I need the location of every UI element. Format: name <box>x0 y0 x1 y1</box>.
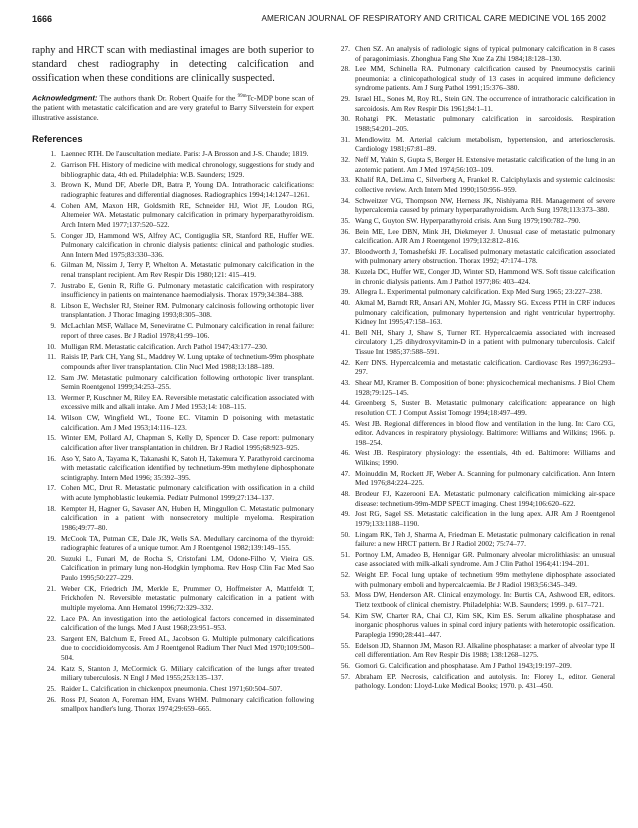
reference-number: 17. <box>46 483 56 493</box>
reference-item <box>333 419 615 448</box>
reference-number: 52. <box>340 570 350 580</box>
reference-item <box>333 267 615 286</box>
reference-number: 54. <box>340 610 350 620</box>
reference-text: Suzuki L, Funari M, de Rocha S, Cristofani LM, Odone-Filho V, Vieira GS. Calcification in primary lung non-Hodgkin lymphoma. Rev Hosp Clin Fac Med Sao Paulo 1995;50:227–229. <box>61 553 314 582</box>
reference-text: Akmal M, Barndt RR, Ansari AN, Mohler JG, Massry SG. Excess PTH in CRF induces pulmonary calcification, pulmonary hypertension and right ventricular hypertrophy. Kidney Int 1995;47:158–163. <box>355 298 615 327</box>
reference-item <box>333 135 615 154</box>
reference-item <box>32 301 314 320</box>
reference-number: 5. <box>50 230 56 240</box>
reference-text: Raider L. Calcification in chickenpox pneumonia. Chest 1971;60:504–507. <box>61 683 283 693</box>
reference-text: Kempter H, Hagner G, Savaser AN, Huben H, Minggullon C. Metastatic pulmonary calcification in a patient with nonsecretory multiple myeloma. Respiration 1986;49:77–80. <box>61 503 314 532</box>
reference-item <box>333 398 615 417</box>
reference-item <box>32 433 314 452</box>
reference-item <box>333 64 615 93</box>
acknowledgment-text-2: Tc-MDP bone scan of the patient with metastatic calcification and are very grateful to Barry Silverstein for expert illustrative assistance. <box>32 93 314 123</box>
reference-text: Lingam RK, Teh J, Sharma A, Friedman E. Metastatic pulmonary calcification in renal failure: a new HRCT pattern. Br J Radiol 2002; 75:74–77. <box>355 529 615 549</box>
reference-item <box>32 231 314 260</box>
reference-number: 9. <box>50 321 56 331</box>
reference-item <box>333 550 615 569</box>
reference-text: Moinuddin M, Rockett JF, Weber A. Scanning for pulmonary calcification. Ann Intern Med 1976;84:224–225. <box>355 468 615 488</box>
reference-text: West JB. Respiratory physiology: the essentials, 4th ed. Baltimore: Williams and Wilkins; 1990. <box>355 448 615 467</box>
reference-item <box>333 661 615 671</box>
reference-item <box>333 287 615 297</box>
reference-text: Brodeur FJ, Kazerooni EA. Metastatic pulmonary calcification mimicking air-space disease: technetium-99m-MDP SPECT imaging. Chest 1994;106:620–622. <box>355 489 615 508</box>
left-column <box>32 44 314 715</box>
reference-item <box>333 216 615 226</box>
reference-text: Moss DW, Henderson AR. Clinical enzymology. In: Burtis CA, Ashwood ER, editors. Tietz textbook of clinical chemistry. Philadelphia: W.B. Saunders; 1999. p. 617–721. <box>355 590 615 609</box>
reference-item <box>32 695 314 714</box>
reference-item <box>32 393 314 412</box>
reference-text: Abraham EP. Necrosis, calcification and autolysis. In: Florey L, editor. General pathology. London: Lloyd-Luke Medical Books; 1970. p. 431–450. <box>355 671 615 691</box>
reference-text: Conger JD, Hammond WS, Alfrey AC, Contiguglia SR, Stanford RE, Huffer WE. Pulmonary calcification in chronic dialysis patients: clinical and pathologic studies. Ann Intern Med 1975;83:330–336. <box>61 230 314 259</box>
reference-number: 2. <box>50 160 56 170</box>
reference-text: Israel HL, Sones M, Roy RL, Stein GN. The occurrence of intrathoracic calcification in sarcoidosis. Am Rev Respir Dis 1961;84:1–11. <box>355 94 615 113</box>
reference-number: 30. <box>340 114 350 124</box>
reference-number: 26. <box>46 694 56 704</box>
reference-number: 57. <box>340 671 350 681</box>
reference-number: 24. <box>46 663 56 673</box>
running-header <box>32 14 606 26</box>
reference-item <box>32 281 314 300</box>
reference-item <box>333 489 615 508</box>
reference-item <box>32 201 314 230</box>
reference-number: 42. <box>340 357 350 367</box>
reference-text: Libson E, Wechsler RJ, Steiner RM. Pulmonary calcinosis following orthotopic liver transplantation. J Thorac Imaging 1993;8:305–308. <box>61 300 314 320</box>
reference-text: Cohen MC, Drut R. Metastatic pulmonary calcification with ossification in a child with acute lymphoblastic leukemia. Pediatr Pulmonol 1999;27:134–137. <box>61 483 314 503</box>
reference-text: McCook TA, Putman CE, Dale JK, Wells SA. Medullary carcinoma of the thyroid: radiographic features of a unique tumor. Am J Roentgenol 1982;139:149–155. <box>61 533 314 553</box>
reference-number: 6. <box>50 260 56 270</box>
reference-item <box>333 358 615 377</box>
reference-item <box>333 469 615 488</box>
reference-text: Wang C, Guyton SW. Hyperparathyroid crisis. Ann Surg 1979;190:782–790. <box>355 215 581 225</box>
reference-text: Bein ME, Lee DBN, Mink JH, Diekmeyer J. Unusual case of metastatic pulmonary calcification. AJR Am J Roentgenol 1979;132:812–816. <box>355 226 615 246</box>
reference-item <box>333 155 615 174</box>
reference-item <box>32 664 314 683</box>
reference-item <box>333 328 615 357</box>
right-column <box>333 44 615 692</box>
reference-number: 27. <box>340 44 350 53</box>
reference-text: Wermer P, Kuschner M, Riley EA. Reversible metastatic calcification associated with excessive milk and alkali intake. Am J Med 1953;14: 108–115. <box>61 392 314 412</box>
reference-item <box>32 534 314 553</box>
reference-number: 29. <box>340 94 350 104</box>
reference-text: Mulligan RM. Metastatic calcification. Arch Pathol 1947;43:177–230. <box>61 341 268 351</box>
reference-number: 56. <box>340 660 350 670</box>
reference-item <box>32 554 314 583</box>
reference-number: 45. <box>340 418 350 428</box>
reference-number: 39. <box>340 287 350 297</box>
acknowledgment <box>32 92 314 124</box>
reference-item <box>333 227 615 246</box>
reference-text: Lace PA. An investigation into the aetiological factors concerned in disseminated calcification of the lungs. Med J Aust 1968;23:951–953. <box>61 613 314 633</box>
reference-number: 12. <box>46 372 56 382</box>
reference-item <box>333 611 615 640</box>
reference-text: Garrison FH. History of medicine with medical chronology, suggestions for study and bibliographic data, 4th ed. Philadelphia: W.B. Saunders; 1929. <box>61 160 314 179</box>
reference-item <box>32 260 314 279</box>
reference-item <box>333 509 615 528</box>
reference-item <box>32 483 314 502</box>
page-number: 1666 <box>32 14 53 24</box>
reference-list-right <box>333 44 615 691</box>
reference-number: 48. <box>340 489 350 498</box>
reference-text: Kerr DNS. Hypercalcemia and metastatic calcification. Cardiovasc Res 1997;36:293–297. <box>355 357 615 377</box>
reference-number: 7. <box>50 280 56 290</box>
reference-item <box>333 94 615 113</box>
reference-number: 44. <box>340 398 350 408</box>
reference-number: 43. <box>340 378 350 388</box>
reference-item <box>333 247 615 266</box>
reference-item <box>32 634 314 663</box>
reference-text: Weight EP. Focal lung uptake of technetium 99m methylene diphosphate associated with pulmonary emboli and hypercalcaemia. Br J Radiol 1983;56:345–349. <box>355 570 615 589</box>
reference-text: Kuzela DC, Huffer WE, Conger JD, Winter SD, Hammond WS. Soft tissue calcification in chronic dialysis patients. Am J Pathol 1977;86: 403–424. <box>355 267 615 286</box>
reference-text: Chen SZ. An analysis of radiologic signs of typical pulmonary calcification in 8 cases of paragonimiasis. Zhonghua Fang She Xue Za Zhi 1984;18:128–130. <box>355 44 615 63</box>
reference-number: 53. <box>340 590 350 600</box>
reference-item <box>333 530 615 549</box>
references-heading: References <box>32 133 83 145</box>
reference-text: Sargent EN, Balchum E, Freed AL, Jacobson G. Multiple pulmonary calcifications due to coccidioidomycosis. Am J Roentgenol Radium Ther Nucl Med 1970;109:500–504. <box>61 633 314 662</box>
reference-text: McLachlan MSF, Wallace M, Seneviratne C. Pulmonary calcification in renal failure: report of three cases. Br J Radiol 1978;41:99–106. <box>61 321 314 340</box>
reference-number: 36. <box>340 226 350 236</box>
reference-text: Jost RG, Sagel SS. Metastatic calcification in the lung apex. AJR Am J Roentgenol 1979;133:1188–1190. <box>355 509 615 528</box>
reference-text: Neff M, Yakin S, Gupta S, Berger H. Extensive metastatic calcification of the lung in an azotemic patient. Am J Med 1974;56:103–109. <box>355 154 615 174</box>
reference-text: Sam JW. Metastatic pulmonary calcification following orthotopic liver transplant. Semin Roentgenol 1999;34:253–255. <box>61 372 314 392</box>
reference-number: 21. <box>46 583 56 593</box>
reference-item <box>32 684 314 694</box>
reference-item <box>32 614 314 633</box>
reference-number: 31. <box>340 134 350 144</box>
reference-number: 25. <box>46 683 56 693</box>
reference-item <box>32 149 314 159</box>
reference-item <box>333 114 615 133</box>
acknowledgment-label: Acknowledgment: <box>32 93 98 103</box>
reference-number: 3. <box>50 180 56 190</box>
reference-number: 16. <box>46 453 56 463</box>
reference-number: 11. <box>47 352 56 362</box>
acknowledgment-text-1: The authors thank Dr. Robert Quaife for the <box>97 93 238 103</box>
reference-number: 13. <box>46 392 56 402</box>
reference-number: 38. <box>340 267 350 277</box>
reference-text: Aso Y, Sato A, Tayama K, Takanashi K, Satoh H, Takemura Y. Parathyroid carcinoma with metastatic calcification identified by technetium-99m methylene diphosphonate scintigraphy. Intern Med 1996; 35:392–395. <box>61 453 314 482</box>
journal-title: AMERICAN JOURNAL OF RESPIRATORY AND CRITICAL CARE MEDICINE VOL 165 2002 <box>261 14 606 23</box>
reference-item <box>333 590 615 609</box>
reference-number: 47. <box>340 468 350 478</box>
reference-number: 40. <box>340 298 350 308</box>
reference-text: Raisis IP, Park CH, Yang SL, Maddrey W. Lung uptake of technetium-99m phosphate compounds after liver transplantation. Clin Nucl Med 1988;13:188–189. <box>61 352 314 371</box>
reference-number: 15. <box>46 433 56 443</box>
reference-text: Khalif RA, DeLima C, Silverberg A, Frankel R. Calciphylaxis and systemic calcinosis: collective review. Arch Intern Med 1990;150:956–959. <box>355 175 615 194</box>
reference-number: 32. <box>340 154 350 164</box>
reference-list-left <box>32 149 314 713</box>
reference-item <box>32 352 314 371</box>
reference-number: 41. <box>340 327 350 337</box>
reference-number: 8. <box>50 300 56 310</box>
reference-number: 19. <box>46 533 56 543</box>
reference-item <box>32 342 314 352</box>
reference-item <box>32 160 314 179</box>
reference-number: 1. <box>50 149 56 159</box>
reference-text: Schweitzer VG, Thompson NW, Herness JK, Nishiyama RH. Management of severe hypercalcemia caused by primary hyperparathyroidism. Arch Surg 1978;113:373–380. <box>355 195 615 215</box>
reference-number: 55. <box>340 640 350 650</box>
reference-number: 35. <box>340 215 350 225</box>
reference-text: Shear MJ, Kramer B. Composition of bone: physicochemical mechanisms. J Biol Chem 1928;79:125–145. <box>355 378 615 397</box>
reference-text: Portnoy LM, Amadeo B, Hennigar GR. Pulmonary alveolar microlithiasis: an unusual case associated with milk-alkali syndrome. Am J Clin Pathol 1964;41:194–201. <box>355 549 615 569</box>
reference-text: Gomori G. Calcification and phosphatase. Am J Pathol 1943;19:197–209. <box>355 660 572 670</box>
reference-number: 22. <box>46 613 56 623</box>
reference-item <box>333 570 615 589</box>
reference-item <box>32 180 314 199</box>
reference-number: 46. <box>340 448 350 458</box>
reference-text: Bell NH, Shary J, Shaw S, Turner RT. Hypercalcaemia associated with increased circulatory 1,25 dihydroxyvitamin-D in a patient with pulmonary tuberculosis. Calcif Tissue Int 1985;37:588–591. <box>355 327 615 357</box>
reference-number: 23. <box>46 633 56 643</box>
reference-number: 4. <box>50 200 56 210</box>
isotope-superscript: 99m <box>237 93 247 99</box>
reference-item <box>32 584 314 613</box>
reference-text: Gilman M, Nissim J, Terry P, Whelton A. Metastatic pulmonary calcification in the renal transplant recipient. Am Rev Respir Dis 1980;121: 415–419. <box>61 260 314 279</box>
reference-item <box>333 378 615 397</box>
reference-item <box>333 196 615 215</box>
reference-text: Kim SW, Charter RA, Chai CJ, Kim SK, Kim ES. Serum alkaline phosphatase and inorganic phosphorus values in spinal cord injury patients with heterotopic ossification. Paraplegia 1990;28:441–447. <box>355 610 615 639</box>
reference-number: 34. <box>340 195 350 205</box>
reference-number: 49. <box>340 509 350 519</box>
reference-item <box>32 504 314 533</box>
reference-text: Wilson CW, Wingfield WL, Toone EC. Vitamin D poisoning with metastatic calcification. Am J Med 1953;14:116–123. <box>61 413 314 432</box>
reference-text: Lee MM, Schinella RA. Pulmonary calcification caused by Pneumocystis carinii pneumonia: a clinicopathological study of 13 cases in acquired immune deficiency syndrome patients. Am J Surg Pathol 1991;15:376–380. <box>355 64 615 93</box>
reference-item <box>32 373 314 392</box>
reference-text: Katz S, Stanton J, McCormick G. Miliary calcification of the lungs after treated miliary tuberculosis. N Engl J Med 1955;253:135–137. <box>61 663 314 683</box>
reference-text: Greenberg S, Suster B. Metastatic pulmonary calcification: appearance on high resolution CT. J Comput Assist Tomogr 1994;18:497–499. <box>355 398 615 417</box>
reference-item <box>333 44 615 63</box>
reference-text: Cohen AM, Maxon HR, Goldsmith RE, Schneider HJ, Wiot JF, Loudon RG, Altemeier WA. Metastatic pulmonary calcification in primary hyperparathyroidism. Arch Intern Med 1977;137:520–522. <box>61 200 314 229</box>
reference-item <box>333 175 615 194</box>
reference-item <box>333 298 615 327</box>
reference-item <box>32 321 314 340</box>
reference-text: Weber CK, Friedrich JM, Merkle E, Prummer O, Hoffmeister A, Mattfeldt T, Frickhofen N. Reversible metastatic pulmonary calcification in a patient with multiple myeloma. Ann Hematol 1996;72:329–332. <box>61 583 314 612</box>
reference-text: Winter EM, Pollard AJ, Chapman S, Kelly D, Spencer D. Case report: pulmonary calcification after liver transplantation in children. Br J Radiol 1995;68:923–925. <box>61 433 314 452</box>
reference-text: Brown K, Mund DF, Aberle DR, Batra P, Young DA. Intrathoracic calcifications: radiographic features and differential diagnoses. Radiographics 1994;14:1247–1261. <box>61 180 314 199</box>
reference-text: Ross PJ, Seaton A, Foreman HM, Evans WHM. Pulmonary calcification following smallpox handler's lung. Thorax 1974;29:659–665. <box>61 694 314 714</box>
reference-number: 28. <box>340 64 350 74</box>
reference-item <box>333 448 615 467</box>
reference-number: 37. <box>340 246 350 256</box>
reference-text: Laennec RTH. De l'auscultation mediate. Paris: J-A Brosson and J-S. Chaude; 1819. <box>61 149 309 159</box>
reference-item <box>333 641 615 660</box>
reference-number: 18. <box>46 503 56 513</box>
reference-text: Edelson JD, Shannon JM, Mason RJ. Alkaline phosphatase: a marker of alveolar type II cell differentiation. Am Rev Respir Dis 1988; 138:1268–1275. <box>355 640 615 660</box>
reference-item <box>32 454 314 483</box>
reference-text: Mendlowitz M. Arterial calcium metabolism, hypertension, and arteriosclerosis. Cardiology 1981;67:81–89. <box>355 134 615 154</box>
reference-text: Bloodworth J, Tomashefski JF. Localised pulmonary metastatic calcification associated with pulmonary artery obstruction. Thorax 1992; 47:174–178. <box>355 246 615 266</box>
reference-text: Allegra L. Experimental pulmonary calcification. Exp Med Surg 1965; 23:227–238. <box>355 287 603 297</box>
body-paragraph: raphy and HRCT scan with mediastinal images are both superior to standard chest radiography in detecting calcification and ossification when these conditions are clinically suspected. <box>32 45 314 85</box>
reference-number: 50. <box>340 529 350 539</box>
reference-number: 51. <box>340 549 350 559</box>
reference-item <box>333 672 615 691</box>
reference-number: 33. <box>340 175 350 185</box>
reference-number: 14. <box>46 413 56 423</box>
reference-number: 20. <box>46 553 56 563</box>
reference-number: 10. <box>46 341 56 351</box>
reference-text: West JB. Regional differences in blood flow and ventilation in the lung. In: Caro CG, editor. Advances in respiratory physiology. Baltimore: Williams and Wilkins; 1966. p. 198–254. <box>355 418 615 447</box>
reference-text: Justrabo E, Genin R, Rifle G. Pulmonary metastatic calcification with respiratory insufficiency in patients on maintenance haemodialysis. Thorax 1979;34:384–388. <box>61 280 314 300</box>
reference-text: Rohatgi PK. Metastatic pulmonary calcification in sarcoidosis. Respiration 1988;54:201–205. <box>355 114 615 133</box>
reference-item <box>32 413 314 432</box>
